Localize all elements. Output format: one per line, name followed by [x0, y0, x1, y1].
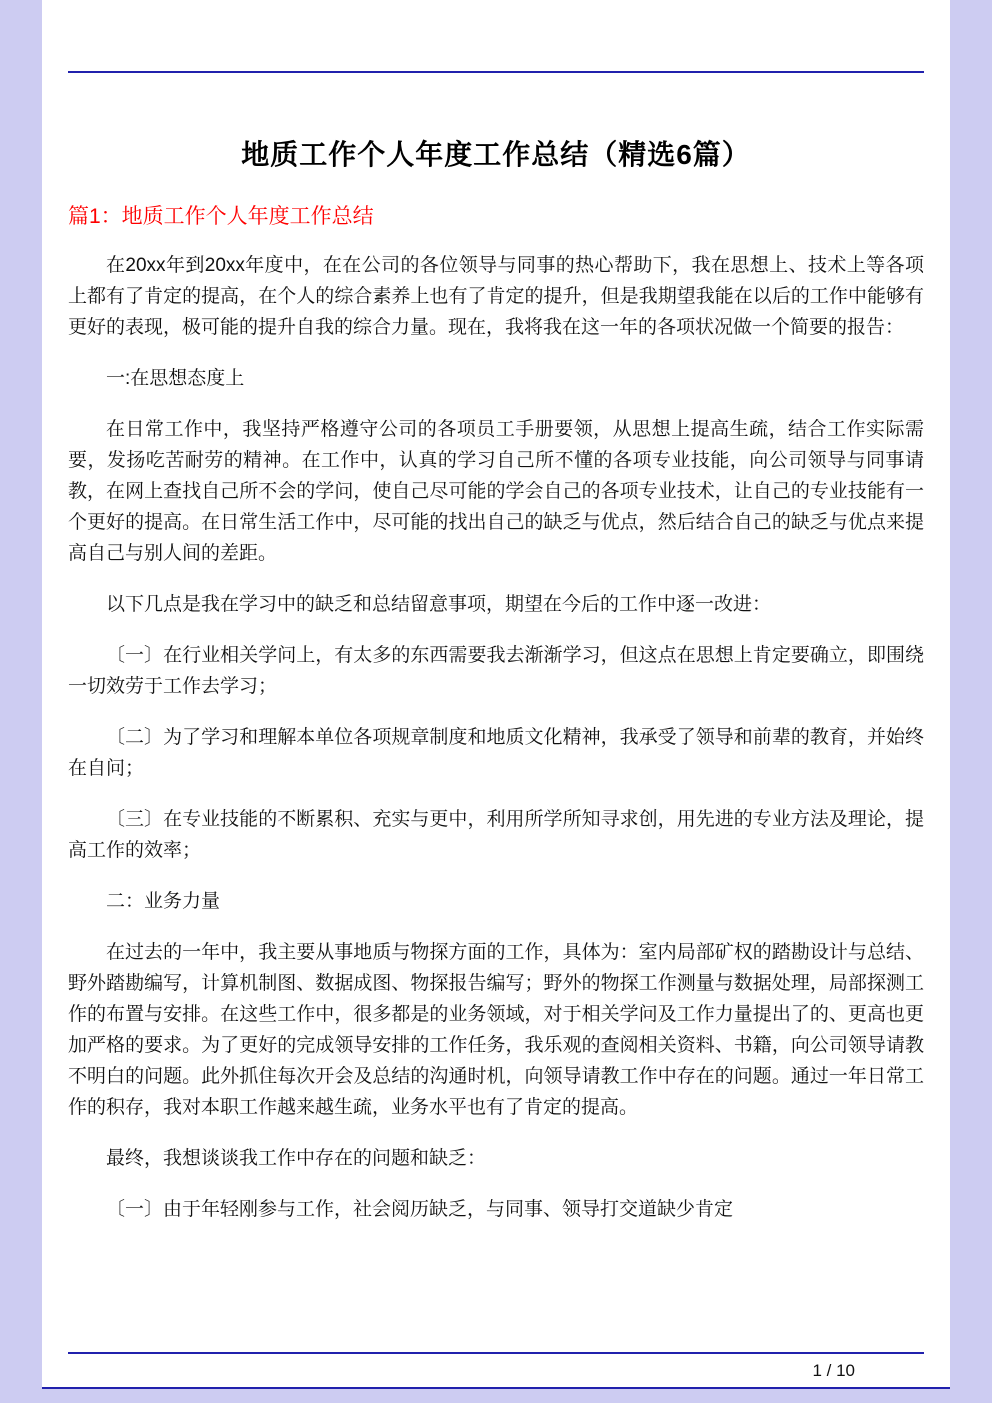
paragraph: 一:在思想态度上 — [106, 368, 245, 389]
paragraph: 以下几点是我在学习中的缺乏和总结留意事项，期望在今后的工作中逐一改进： — [106, 594, 772, 615]
section-heading: 篇1：地质工作个人年度工作总结 — [68, 205, 374, 228]
document-body — [42, 0, 950, 1225]
paragraph-list — [68, 250, 924, 1225]
paragraph: 最终，我想谈谈我工作中存在的问题和缺乏： — [106, 1148, 487, 1169]
paragraph: 〔二〕为了学习和理解本单位各项规章制度和地质文化精神，我承受了领导和前辈的教育，并始终在自问； — [68, 727, 924, 779]
paragraph: 二：业务力量 — [106, 891, 221, 912]
document-title: 地质工作个人年度工作总结（精选6篇） — [241, 139, 751, 170]
document-page — [42, 0, 950, 1389]
paragraph: 〔一〕在行业相关学问上，有太多的东西需要我去渐渐学习，但这点在思想上肯定要确立，即围绕一切效劳于工作去学习； — [68, 645, 924, 697]
page-number: 1 / 10 — [812, 1361, 855, 1380]
page-footer — [42, 1352, 950, 1389]
paragraph: 在过去的一年中，我主要从事地质与物探方面的工作，具体为：室内局部矿权的踏勘设计与总结、野外踏勘编写，计算机制图、数据成图、物探报告编写；野外的物探工作测量与数据处理，局部探测工作的布置与安排。在这些工作中，很多都是的业务领域，对于相关学问及工作力量提出了的、更高也更加严格的要求。为了更好的完成领导安排的工作任务，我乐观的查阅相关资料、书籍，向公司领导请教不明白的问题。此外抓住每次开会及总结的沟通时机，向领导请教工作中存在的问题。通过一年日常工作的积存，我对本职工作越来越生疏，业务水平也有了肯定的提高。 — [68, 942, 924, 1118]
paragraph: 〔三〕在专业技能的不断累积、充实与更中，利用所学所知寻求创，用先进的专业方法及理论，提高工作的效率； — [68, 809, 924, 861]
paragraph: 在日常工作中，我坚持严格遵守公司的各项员工手册要领，从思想上提高生疏，结合工作实际需要，发扬吃苦耐劳的精神。在工作中，认真的学习自己所不懂的各项专业技能，向公司领导与同事请教，在网上查找自己所不会的学问，使自己尽可能的学会自己的各项专业技术，让自己的专业技能有一个更好的提高。在日常生活工作中，尽可能的找出自己的缺乏与优点，然后结合自己的缺乏与优点来提高自己与别人间的差距。 — [68, 419, 924, 564]
paragraph: 在20xx年到20xx年度中，在在公司的各位领导与同事的热心帮助下，我在思想上、技术上等各项上都有了肯定的提高，在个人的综合素养上也有了肯定的提升，但是我期望我能在以后的工作中能够有更好的表现，极可能的提升自我的综合力量。现在，我将我在这一年的各项状况做一个简要的报告： — [68, 255, 924, 338]
paragraph: 〔一〕由于年轻刚参与工作，社会阅历缺乏，与同事、领导打交道缺少肯定 — [106, 1199, 734, 1220]
footer-rule-bottom — [42, 1387, 950, 1389]
header-rule — [68, 71, 924, 73]
